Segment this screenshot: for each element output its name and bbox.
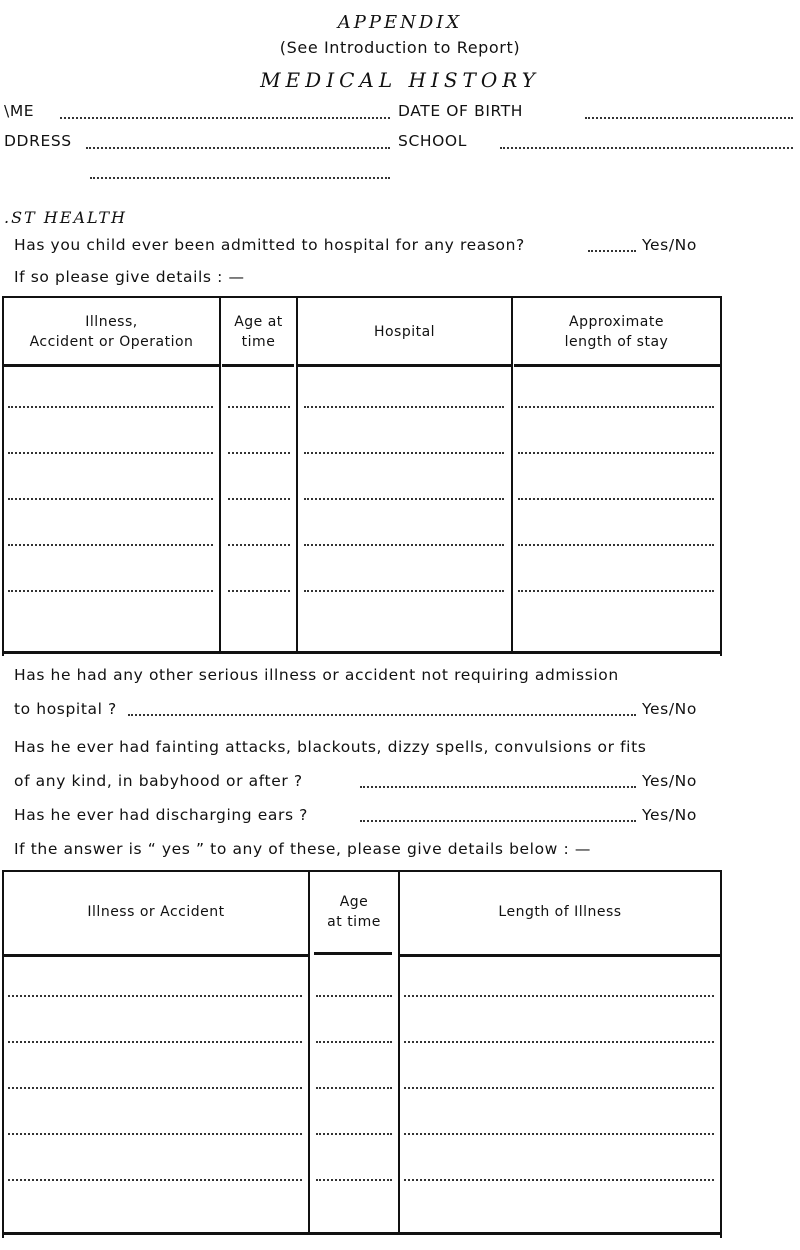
t1rows-row3-col2[interactable] xyxy=(228,498,290,500)
address-label: DDRESS xyxy=(4,132,72,150)
t2rows-row4-col1[interactable] xyxy=(8,1133,302,1135)
t2rows-row2-col2[interactable] xyxy=(316,1041,392,1043)
t1rows-row1-col1[interactable] xyxy=(8,406,213,408)
name-field[interactable] xyxy=(60,117,390,119)
t1rows-row4-col1[interactable] xyxy=(8,544,213,546)
admitted-question: Has you child ever been admitted to hospital for any reason? xyxy=(14,236,525,254)
admitted-answer[interactable]: Yes/No xyxy=(642,236,697,254)
ears-question: Has he ever had discharging ears ? xyxy=(14,806,309,824)
address-field-line2[interactable] xyxy=(90,177,390,179)
t2rows-row1-col3[interactable] xyxy=(404,995,714,997)
t2rows-row5-col3[interactable] xyxy=(404,1179,714,1181)
dob-field[interactable] xyxy=(585,117,793,119)
other-illness-question: Has he had any other serious illness or accident not requiring admission xyxy=(14,666,619,684)
t2rows-row2-col1[interactable] xyxy=(8,1041,302,1043)
name-label: \ME xyxy=(4,102,35,120)
t1rows-row2-col2[interactable] xyxy=(228,452,290,454)
table1-header-hospital: Hospital xyxy=(373,324,436,340)
appendix-title: APPENDIX xyxy=(337,12,463,33)
other-illness-answer[interactable]: Yes/No xyxy=(642,700,697,718)
t1rows-row5-col4[interactable] xyxy=(518,590,714,592)
fainting-question: Has he ever had fainting attacks, blackouts, dizzy spells, convulsions or fits xyxy=(14,738,647,756)
school-label: SCHOOL xyxy=(398,132,467,150)
t1rows-row3-col4[interactable] xyxy=(518,498,714,500)
t2rows-row1-col1[interactable] xyxy=(8,995,302,997)
fainting-answer[interactable]: Yes/No xyxy=(642,772,697,790)
other-illness-question-cont: to hospital ? xyxy=(14,700,117,718)
table1-header-illness: Illness, Accident or Operation xyxy=(29,314,194,350)
table2-header-length: Length of Illness xyxy=(498,904,622,920)
t1rows-row4-col3[interactable] xyxy=(304,544,504,546)
t1rows-row1-col4[interactable] xyxy=(518,406,714,408)
appendix-note: (See Introduction to Report) xyxy=(279,38,521,57)
school-field[interactable] xyxy=(500,147,793,149)
t1rows-row5-col3[interactable] xyxy=(304,590,504,592)
address-field[interactable] xyxy=(86,147,390,149)
page-title: MEDICAL HISTORY xyxy=(260,68,540,92)
t2rows-row2-col3[interactable] xyxy=(404,1041,714,1043)
t2rows-row5-col1[interactable] xyxy=(8,1179,302,1181)
other-illness-dots xyxy=(128,714,636,716)
details-prompt: If so please give details : — xyxy=(14,268,245,286)
t1rows-row2-col3[interactable] xyxy=(304,452,504,454)
t2rows-row3-col3[interactable] xyxy=(404,1087,714,1089)
dob-label: DATE OF BIRTH xyxy=(398,102,524,120)
t2rows-row3-col2[interactable] xyxy=(316,1087,392,1089)
t1rows-row4-col4[interactable] xyxy=(518,544,714,546)
t2rows-row4-col2[interactable] xyxy=(316,1133,392,1135)
table2-header-age: Age at time xyxy=(327,894,381,930)
ears-answer[interactable]: Yes/No xyxy=(642,806,697,824)
t2rows-row5-col2[interactable] xyxy=(316,1179,392,1181)
t1rows-row3-col3[interactable] xyxy=(304,498,504,500)
t1rows-row2-col4[interactable] xyxy=(518,452,714,454)
ears-dots xyxy=(360,820,636,822)
t2rows-row3-col1[interactable] xyxy=(8,1087,302,1089)
t1rows-row3-col1[interactable] xyxy=(8,498,213,500)
t2rows-row1-col2[interactable] xyxy=(316,995,392,997)
t1rows-row1-col3[interactable] xyxy=(304,406,504,408)
table1-header-stay: Approximate length of stay xyxy=(564,314,669,350)
t1rows-row4-col2[interactable] xyxy=(228,544,290,546)
table1-header-age: Age at time xyxy=(234,314,283,350)
t1rows-row1-col2[interactable] xyxy=(228,406,290,408)
past-health-heading: .ST HEALTH xyxy=(4,208,127,227)
fainting-question-cont: of any kind, in babyhood or after ? xyxy=(14,772,303,790)
details-below-prompt: If the answer is “ yes ” to any of these, please give details below : — xyxy=(14,840,591,858)
admitted-dots xyxy=(588,250,636,252)
t1rows-row5-col1[interactable] xyxy=(8,590,213,592)
table2-header-illness: Illness or Accident xyxy=(87,904,225,920)
t2rows-row4-col3[interactable] xyxy=(404,1133,714,1135)
t1rows-row5-col2[interactable] xyxy=(228,590,290,592)
fainting-dots xyxy=(360,786,636,788)
t1rows-row2-col1[interactable] xyxy=(8,452,213,454)
